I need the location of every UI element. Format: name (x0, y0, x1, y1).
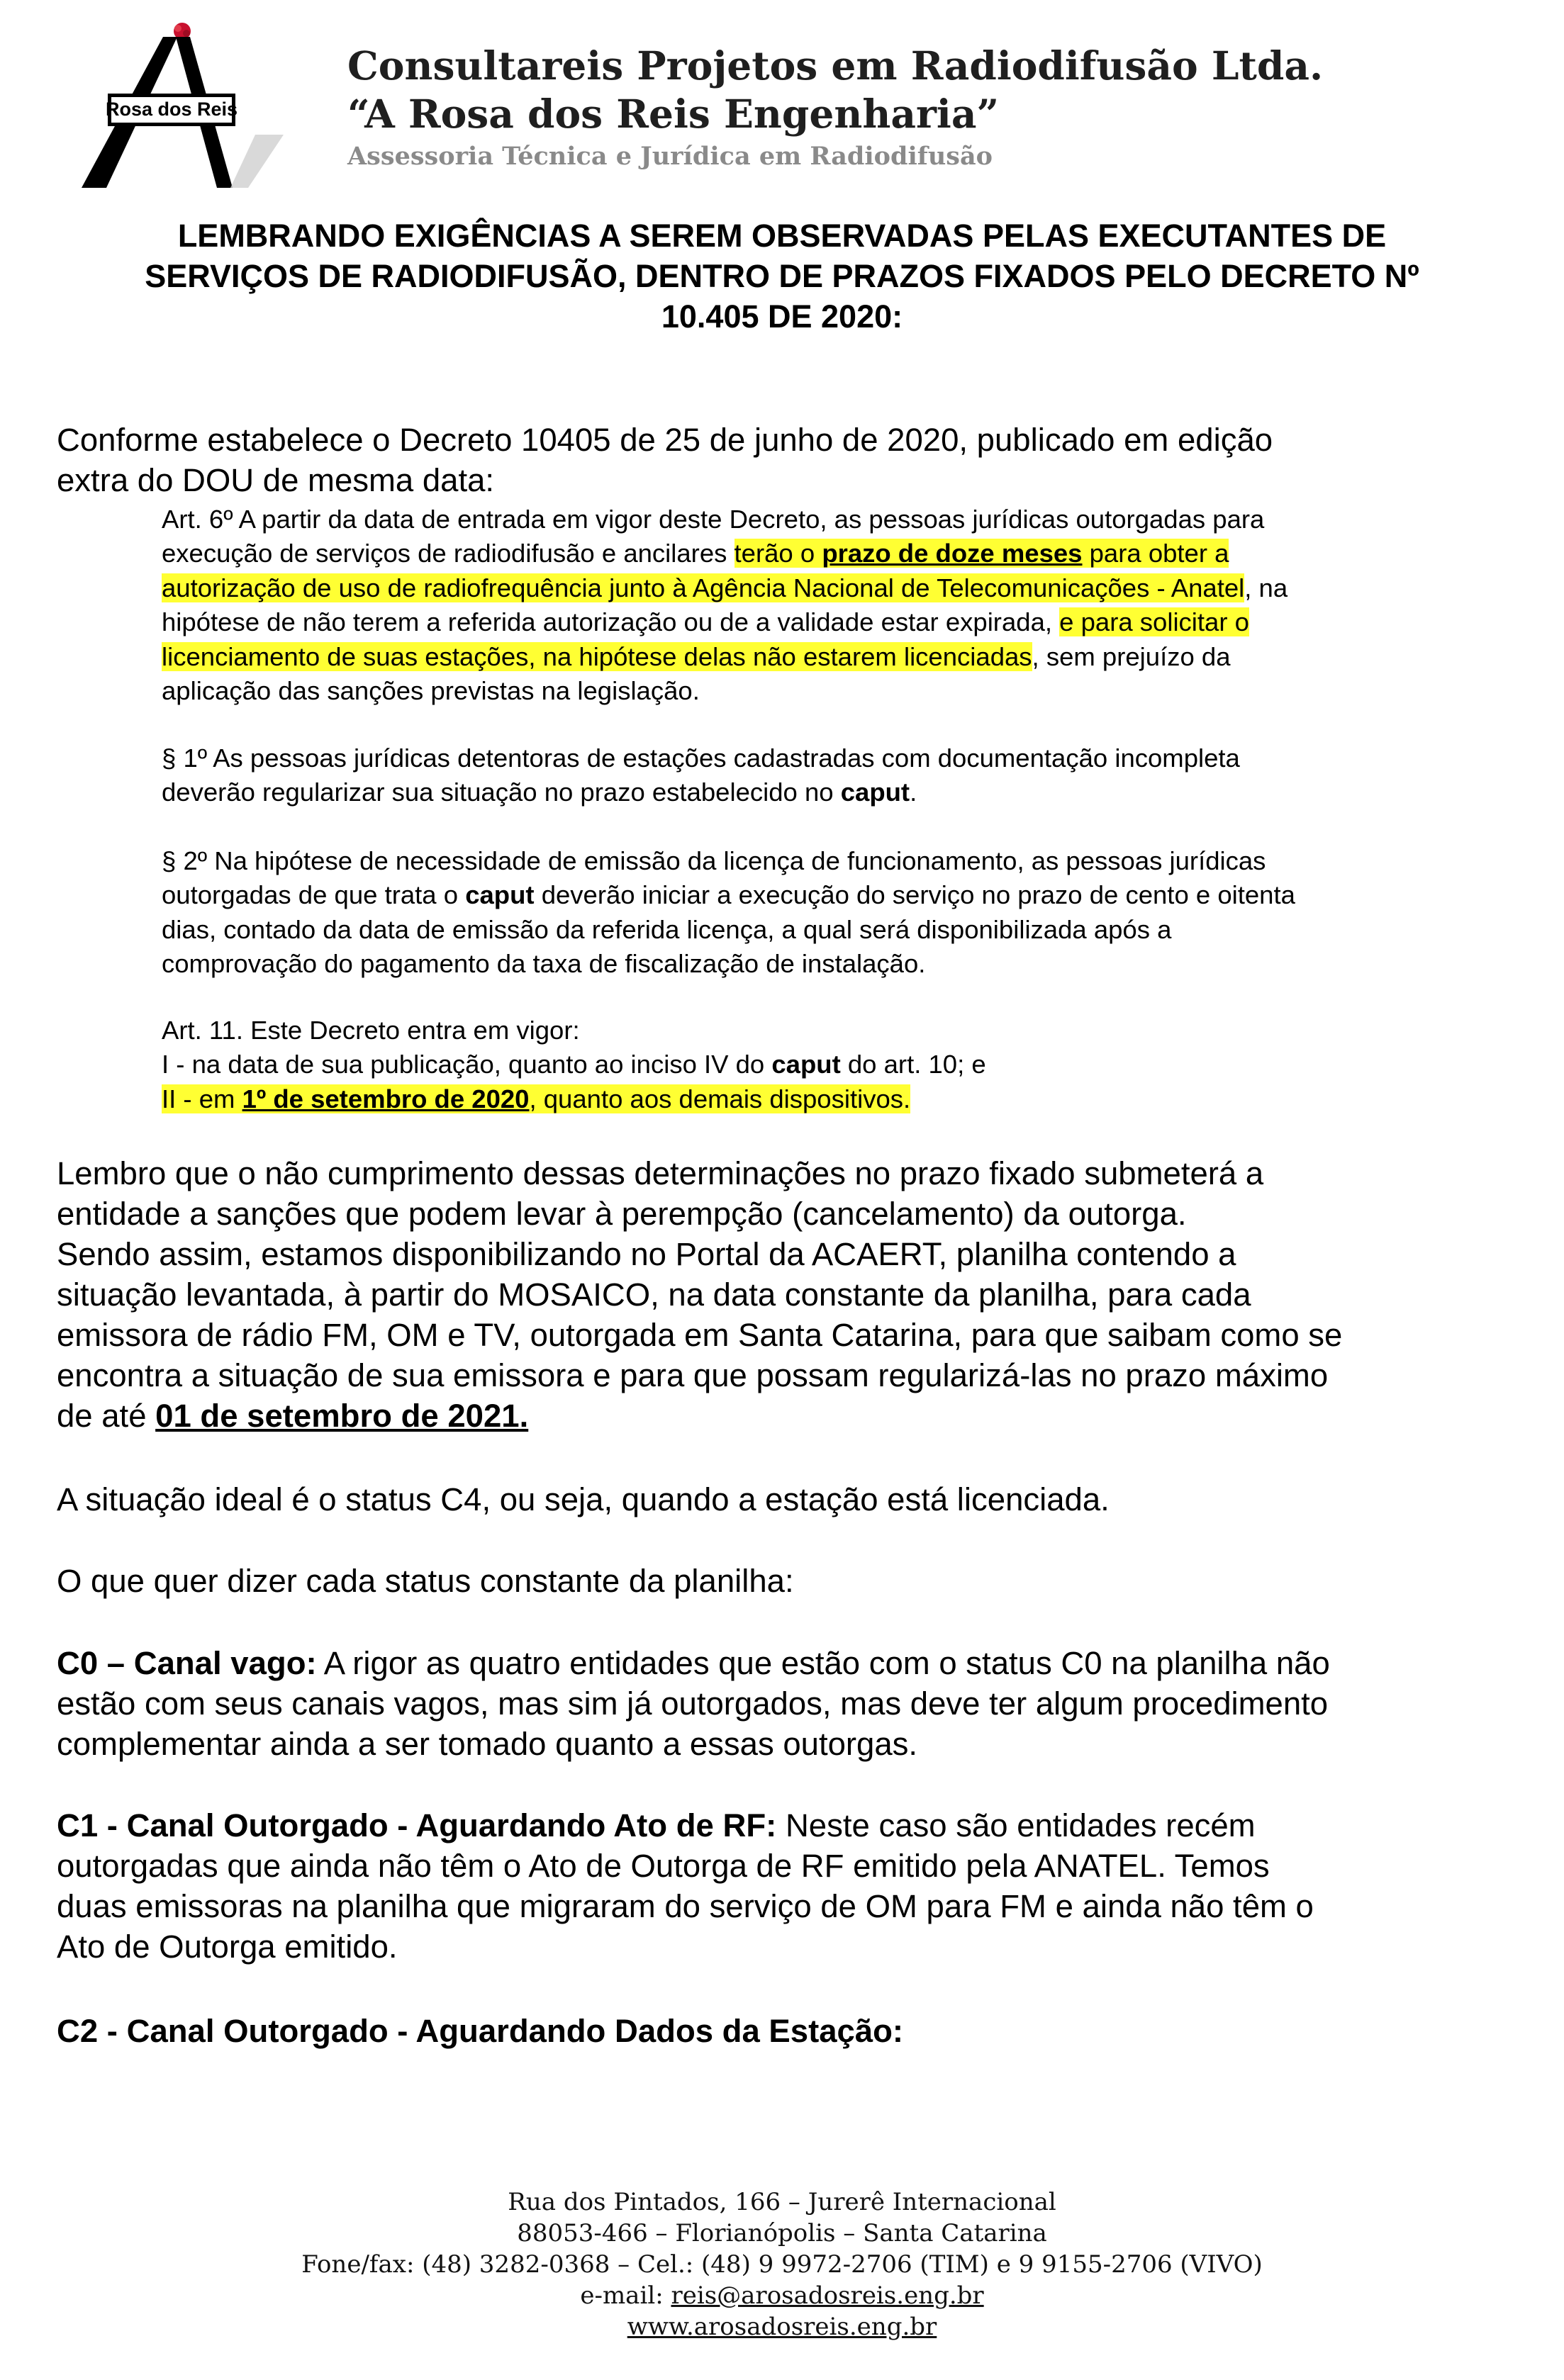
footer-phone: Fone/fax: (48) 3282-0368 – Cel.: (48) 9 9972-2706 (TIM) e 9 9155-2706 (VIVO) (301, 2250, 1263, 2279)
document-title (50, 215, 1514, 337)
highlight-deadline: prazo de doze meses (822, 539, 1083, 568)
quote-art6: Art. 6º A partir da data de entrada em vigor deste Decreto, as pessoas jurídicas outorgadas para execução de serviços de radiodifusão e ancilares terão o prazo de doze meses para obter a autorização de uso de radiofrequência junto à Agência Nacional de Telecomunicações - Anatel, na hipótese de não terem a referida autorização ou de a validade estar expirada, e para solicitar o licenciamento de suas estações, na hipótese delas não estarem licenciadas, sem prejuízo da aplicação das sanções previstas na legislação. (162, 505, 1288, 706)
footer-address: Rua dos Pintados, 166 – Jurerê Internacional (508, 2188, 1056, 2216)
ideal-status-paragraph: A situação ideal é o status C4, ou seja, quando a estação está licenciada. (57, 1481, 1110, 1517)
company-tagline: Assessoria Técnica e Jurídica em Radiodifusão (347, 142, 993, 171)
footer-email-link[interactable]: reis@arosadosreis.eng.br (671, 2281, 984, 2310)
quote-paragraph-1: § 1º As pessoas jurídicas detentoras de estações cadastradas com documentação incompleta deverão regularizar sua situação no prazo estabelecido no caput. (162, 743, 1240, 807)
status-c2: C2 - Canal Outorgado - Aguardando Dados da Estação: (57, 2013, 904, 2049)
deadline-date: 01 de setembro de 2021. (155, 1398, 529, 1434)
company-name: Consultareis Projetos em Radiodifusão Ltda. (347, 43, 1324, 89)
title-line: LEMBRANDO EXIGÊNCIAS A SEREM OBSERVADAS PELAS EXECUTANTES DE (177, 218, 1387, 254)
intro-paragraph: Conforme estabelece o Decreto 10405 de 25 de junho de 2020, publicado em edição extra do DOU de mesma data: (57, 422, 1273, 498)
footer-website-link[interactable]: www.arosadosreis.eng.br (627, 2313, 937, 2341)
status-label: C1 - Canal Outorgado - Aguardando Ato de RF: (57, 1807, 777, 1843)
title-line: SERVIÇOS DE RADIODIFUSÃO, DENTRO DE PRAZOS FIXADOS PELO DECRETO Nº (145, 258, 1419, 294)
status-c1: C1 - Canal Outorgado - Aguardando Ato de RF: Neste caso são entidades recém outorgadas que ainda não têm o Ato de Outorga de RF emitido pela ANATEL. Temos duas emissoras na planilha que migraram do serviço de OM para FM e ainda não têm o Ato de Outorga emitido. (57, 1807, 1314, 1965)
footer-city: 88053-466 – Florianópolis – Santa Catarina (517, 2219, 1047, 2247)
quote-art11: Art. 11. Este Decreto entra em vigor: I - na data de sua publicação, quanto ao inciso IV do caput do art. 10; e II - em 1º de setembro de 2020, quanto aos demais dispositivos. (162, 1016, 986, 1113)
status-c0: C0 – Canal vago: A rigor as quatro entidades que estão com o status C0 na planilha não estão com seus canais vagos, mas sim já outorgados, mas deve ter algum procedimento complementar ainda a ser tomado quanto a essas outorgas. (57, 1645, 1330, 1762)
logo-text: Rosa dos Reis (105, 99, 238, 120)
footer: Rua dos Pintados, 166 – Jurerê Internacional 88053-466 – Florianópolis – Santa Catarina Fone/fax: (48) 3282-0368 – Cel.: (48) 9 9972-2706 (TIM) e 9 9155-2706 (VIVO) e-mail: reis@arosadosreis.eng.br www.arosadosreis.eng.br (0, 2187, 1564, 2342)
quote-paragraph-2: § 2º Na hipótese de necessidade de emissão da licença de funcionamento, as pessoas jurídicas outorgadas de que trata o caput deverão iniciar a execução do serviço no prazo de cento e oitenta dias, contado da data de emissão da referida licença, a qual será disponibilizada após a comprovação do pagamento da taxa de fiscalização de instalação. (162, 846, 1295, 979)
title-line: 10.405 DE 2020: (661, 298, 903, 335)
reminder-paragraph: Lembro que o não cumprimento dessas determinações no prazo fixado submeterá a entidade a sanções que podem levar à perempção (cancelamento) da outorga. Sendo assim, estamos disponibilizando no Portal da ACAERT, planilha contendo a situação levantada, à partir do MOSAICO, na data constante da planilha, para cada emissora de rádio FM, OM e TV, outorgada em Santa Catarina, para que saibam como se encontra a situação de sua emissora e para que possam regularizá-las no prazo máximo de até 01 de setembro de 2021. (57, 1155, 1343, 1434)
status-meaning-intro: O que quer dizer cada status constante da planilha: (57, 1563, 794, 1599)
company-logo (78, 21, 284, 195)
highlight-effective-date: 1º de setembro de 2020 (242, 1084, 530, 1113)
company-slogan: “A Rosa dos Reis Engenharia” (347, 91, 1000, 137)
highlight-authorization: autorização de uso de radiofrequência junto à Agência Nacional de Telecomunicações - Anatel (162, 573, 1245, 602)
highlight-licensing: licenciamento de suas estações, na hipótese delas não estarem licenciadas (162, 641, 1032, 671)
status-label: C0 – Canal vago: (57, 1645, 317, 1681)
